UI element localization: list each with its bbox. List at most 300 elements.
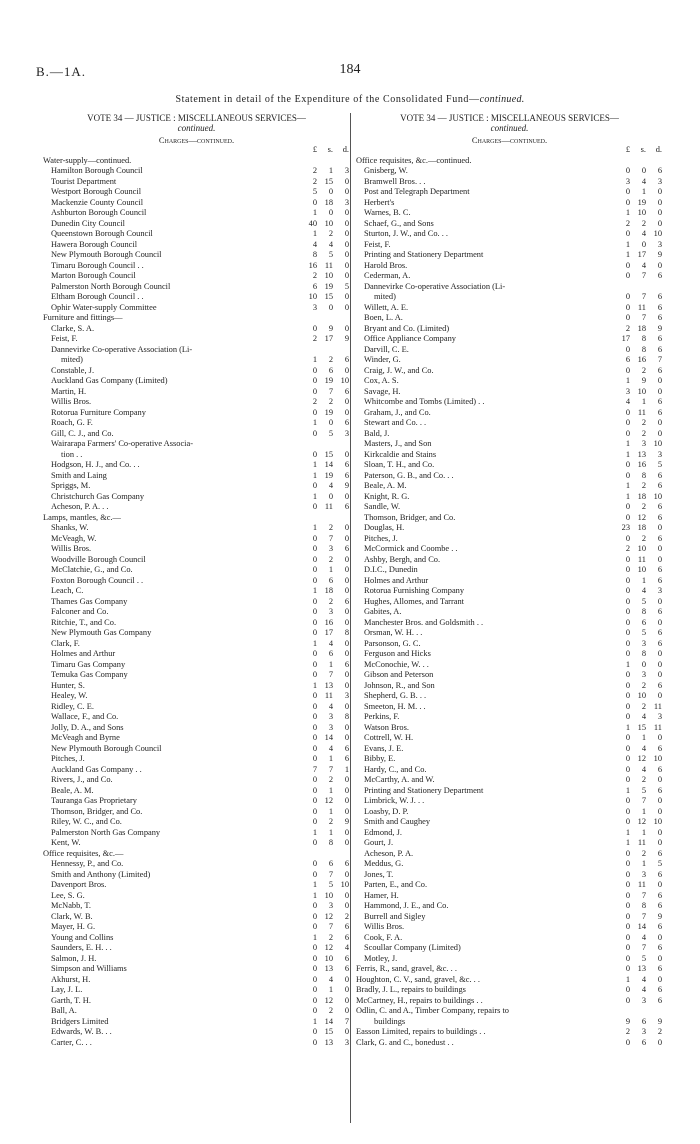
table-row <box>43 922 350 933</box>
payee-label: Constable, J. <box>51 365 95 375</box>
payee-label: Saunders, E. H. . . <box>51 943 112 952</box>
pounds-amount: 0 <box>625 229 630 238</box>
shillings-amount: 5 <box>328 880 333 889</box>
pounds-amount: 0 <box>312 533 317 543</box>
payee-label: Hennessy, P., and Co. <box>51 859 124 868</box>
shillings-amount: 15 <box>324 449 333 459</box>
payee-label: Edwards, W. B. . . <box>51 1027 112 1036</box>
shillings-amount: 10 <box>324 218 333 228</box>
pence-amount: 9 <box>657 250 662 259</box>
payee-label: Westport Borough Council <box>51 187 142 196</box>
payee-label: Edmond, J. <box>364 827 402 837</box>
shillings-amount: 13 <box>637 449 646 459</box>
pounds-amount: 0 <box>312 565 317 574</box>
table-row <box>356 198 663 209</box>
shillings-amount: 2 <box>328 554 333 564</box>
shillings-header: s. <box>640 145 646 154</box>
pounds-amount: 0 <box>312 670 317 679</box>
payee-label: New Plymouth Gas Company <box>51 628 152 637</box>
shillings-amount: 3 <box>641 670 646 679</box>
shillings-amount: 1 <box>328 785 333 795</box>
payee-label: Holmes and Arthur <box>364 575 429 585</box>
pounds-amount: 0 <box>625 586 630 595</box>
pounds-amount: 0 <box>312 796 317 805</box>
table-row <box>356 859 663 870</box>
payee-label: Gill, C. J., and Co. <box>51 428 114 438</box>
table-row <box>43 1017 350 1028</box>
table-row <box>356 408 663 419</box>
payee-label: Graham, J., and Co. <box>364 407 431 417</box>
table-row <box>43 786 350 797</box>
shillings-amount: 14 <box>324 1016 333 1026</box>
pounds-amount: 1 <box>312 229 317 238</box>
shillings-amount: 7 <box>641 271 646 280</box>
pounds-amount: 3 <box>312 302 317 312</box>
table-row <box>43 649 350 660</box>
payee-label: New Plymouth Borough Council <box>51 743 162 753</box>
table-row <box>43 502 350 513</box>
table-row <box>43 807 350 818</box>
shillings-amount: 2 <box>328 355 333 364</box>
pence-amount: 11 <box>653 701 662 711</box>
payee-label: Lay, J. L. <box>51 985 83 994</box>
shillings-amount: 7 <box>641 796 646 805</box>
table-row <box>356 334 663 345</box>
pence-amount: 6 <box>657 565 662 574</box>
payee-label: Willett, A. E. <box>364 302 409 312</box>
pounds-amount: 0 <box>625 922 630 931</box>
pence-amount: 0 <box>344 827 349 837</box>
pence-amount: 6 <box>344 470 349 480</box>
pounds-amount: 0 <box>312 617 317 627</box>
table-row <box>43 702 350 713</box>
pounds-amount: 0 <box>625 596 630 606</box>
pence-amount: 6 <box>344 355 349 364</box>
shillings-amount: 4 <box>641 176 646 186</box>
payee-label: Holmes and Arthur <box>51 649 116 658</box>
shillings-amount: 15 <box>324 1027 333 1036</box>
pounds-amount: 0 <box>625 670 630 679</box>
payee-label: Wallace, F., and Co. <box>51 712 119 721</box>
pounds-amount: 0 <box>312 995 317 1005</box>
payee-label: Ashby, Bergh, and Co. <box>364 554 441 564</box>
table-row <box>356 450 663 461</box>
table-row <box>43 450 350 461</box>
table-row <box>356 964 663 975</box>
payee-label: Post and Telegraph Department <box>364 187 470 196</box>
pounds-amount: 1 <box>312 208 317 217</box>
pence-amount: 10 <box>653 817 662 826</box>
pounds-amount: 0 <box>625 869 630 879</box>
table-row <box>43 292 350 303</box>
pounds-amount: 0 <box>625 407 630 417</box>
pence-amount: 6 <box>657 575 662 585</box>
pence-amount: 9 <box>657 323 662 333</box>
shillings-amount: 11 <box>324 502 333 511</box>
payee-label: Gabites, A. <box>364 607 402 616</box>
pence-amount: 0 <box>657 218 662 228</box>
pounds-amount: 0 <box>312 701 317 711</box>
shillings-amount: 12 <box>324 995 333 1005</box>
table-row <box>43 555 350 566</box>
payee-label: Jolly, D. A., and Sons <box>51 722 124 732</box>
table-row <box>356 345 663 356</box>
shillings-amount: 15 <box>637 722 646 732</box>
table-row <box>43 618 350 629</box>
pence-amount: 0 <box>344 617 349 627</box>
pounds-amount: 0 <box>312 428 317 438</box>
pounds-amount: 0 <box>312 712 317 721</box>
shillings-amount: 4 <box>328 701 333 711</box>
payee-label: Tourist Department <box>51 176 117 186</box>
pence-amount: 0 <box>657 775 662 784</box>
pence-amount: 6 <box>657 995 662 1005</box>
pounds-amount: 2 <box>312 334 317 343</box>
pence-amount: 10 <box>653 439 662 448</box>
pounds-amount: 1 <box>625 439 630 448</box>
pence-amount: 6 <box>344 418 349 427</box>
shillings-amount: 1 <box>641 733 646 742</box>
table-row <box>356 775 663 786</box>
payee-label: Hughes, Allomes, and Tarrant <box>364 596 464 606</box>
pounds-amount: 5 <box>312 187 317 196</box>
pounds-amount: 1 <box>312 355 317 364</box>
table-row <box>356 733 663 744</box>
shillings-amount: 11 <box>637 880 646 889</box>
pence-amount: 0 <box>344 1006 349 1015</box>
table-row <box>43 975 350 986</box>
shillings-amount: 2 <box>328 229 333 238</box>
table-row <box>43 765 350 776</box>
payee-label: Willis Bros. <box>51 397 92 406</box>
table-row <box>356 723 663 734</box>
payee-label: Douglas, H. <box>364 523 405 532</box>
pounds-amount: 0 <box>625 880 630 889</box>
shillings-amount: 2 <box>641 848 646 858</box>
shillings-amount: 14 <box>637 922 646 931</box>
payee-label: Mackenzie County Council <box>51 197 144 207</box>
pounds-amount: 1 <box>625 974 630 984</box>
pounds-amount: 0 <box>312 869 317 879</box>
pence-amount: 0 <box>657 376 662 385</box>
left-column <box>43 113 350 1048</box>
pence-amount: 6 <box>657 166 662 175</box>
pounds-amount: 0 <box>625 680 630 690</box>
table-row <box>356 996 663 1007</box>
vote-heading: VOTE 34 — JUSTICE : MISCELLANEOUS SERVICES— <box>400 113 619 123</box>
table-row <box>43 429 350 440</box>
pounds-amount: 10 <box>308 292 317 301</box>
payee-label: Jones, T. <box>364 869 394 879</box>
table-row <box>43 460 350 471</box>
shillings-amount: 4 <box>641 985 646 994</box>
pounds-amount: 0 <box>625 733 630 742</box>
vote-heading-continued: continued. <box>177 123 216 133</box>
pounds-amount: 0 <box>312 449 317 459</box>
payee-label: Beale, A. M. <box>51 785 94 795</box>
shillings-amount: 10 <box>637 565 646 574</box>
pence-amount: 6 <box>657 470 662 480</box>
shillings-amount: 3 <box>328 722 333 732</box>
shillings-amount: 17 <box>637 250 646 259</box>
pounds-amount: 6 <box>312 281 317 291</box>
pounds-amount: 0 <box>625 418 630 427</box>
pence-amount: 2 <box>657 1027 662 1036</box>
table-row <box>43 870 350 881</box>
table-row <box>356 523 663 534</box>
shillings-amount: 5 <box>328 428 333 438</box>
pounds-amount: 0 <box>625 859 630 868</box>
payee-label: Perkins, F. <box>364 712 400 721</box>
pence-amount: 6 <box>657 344 662 354</box>
pounds-amount: 0 <box>312 953 317 963</box>
table-row <box>43 576 350 587</box>
pounds-header: £ <box>312 145 317 154</box>
table-row <box>43 901 350 912</box>
payee-label: Sloan, T. H., and Co. <box>364 460 435 469</box>
payee-label: Garth, T. H. <box>51 995 91 1005</box>
table-row <box>43 334 350 345</box>
table-row <box>43 880 350 891</box>
payee-label: Whitcombe and Tombs (Limited) . . <box>364 397 485 406</box>
pence-amount: 0 <box>344 649 349 658</box>
table-row <box>356 702 663 713</box>
payee-label: Mayer, H. G. <box>51 922 96 931</box>
payee-label: Woodville Borough Council <box>51 554 146 564</box>
shillings-amount: 16 <box>637 460 646 469</box>
table-row <box>43 261 350 272</box>
pence-amount: 6 <box>344 596 349 606</box>
pence-amount: 0 <box>344 292 349 301</box>
table-row <box>43 796 350 807</box>
table-row <box>356 219 663 230</box>
pounds-amount: 0 <box>625 953 630 963</box>
table-row <box>43 366 350 377</box>
table-row <box>43 376 350 387</box>
pounds-amount: 1 <box>625 208 630 217</box>
table-row <box>356 534 663 545</box>
pounds-amount: 0 <box>312 407 317 417</box>
table-row <box>43 397 350 408</box>
shillings-amount: 1 <box>641 575 646 585</box>
table-row <box>43 282 350 293</box>
pence-amount: 0 <box>344 250 349 259</box>
table-row <box>356 912 663 923</box>
pence-amount: 0 <box>344 208 349 217</box>
shillings-amount: 19 <box>324 407 333 417</box>
table-row <box>43 660 350 671</box>
pounds-amount: 0 <box>312 628 317 637</box>
payee-label: Cox, A. S. <box>364 376 399 385</box>
table-row <box>43 681 350 692</box>
pence-amount: 9 <box>344 817 349 826</box>
table-row <box>356 943 663 954</box>
payee-label: Smith and Caughey <box>364 817 431 826</box>
pounds-amount: 0 <box>312 1006 317 1015</box>
shillings-amount: 2 <box>328 932 333 942</box>
shillings-amount: 6 <box>328 649 333 658</box>
table-row <box>356 586 663 597</box>
shillings-amount: 3 <box>641 995 646 1005</box>
payee-label: Sturton, J. W., and Co. . . <box>364 229 448 238</box>
pence-amount: 6 <box>657 628 662 637</box>
table-row <box>43 723 350 734</box>
table-row <box>356 807 663 818</box>
payee-label: Smith and Laing <box>51 470 107 480</box>
pence-amount: 0 <box>657 670 662 679</box>
pence-amount: 3 <box>344 166 349 175</box>
pence-amount: 6 <box>344 953 349 963</box>
table-row <box>356 618 663 629</box>
document-reference: B.—1A. <box>36 64 87 79</box>
pounds-amount: 0 <box>312 817 317 826</box>
payee-label: Pitches, J. <box>51 754 85 763</box>
shillings-amount: 13 <box>324 680 333 690</box>
shillings-amount: 2 <box>328 523 333 532</box>
payee-label: Davenport Bros. <box>51 880 107 889</box>
payee-label: Office Appliance Company <box>364 334 456 343</box>
shillings-amount: 3 <box>641 439 646 448</box>
table-row <box>356 460 663 471</box>
table-row <box>43 933 350 944</box>
pence-amount: 5 <box>657 460 662 469</box>
pounds-amount: 0 <box>312 922 317 931</box>
table-row <box>356 303 663 314</box>
shillings-amount: 14 <box>324 460 333 469</box>
shillings-amount: 6 <box>328 859 333 868</box>
pence-amount: 0 <box>657 838 662 847</box>
payee-label: Temuka Gas Company <box>51 670 128 679</box>
pounds-amount: 0 <box>625 628 630 637</box>
table-row <box>43 670 350 681</box>
pence-amount: 0 <box>344 974 349 984</box>
table-row <box>356 208 663 219</box>
pence-amount: 6 <box>657 964 662 973</box>
table-row <box>356 849 663 860</box>
pence-amount: 0 <box>657 523 662 532</box>
payee-label: Paterson, G. B., and Co. . . <box>364 470 454 480</box>
pounds-amount: 0 <box>625 533 630 543</box>
pounds-amount: 0 <box>625 512 630 522</box>
expenditure-list <box>43 156 350 1049</box>
pounds-amount: 0 <box>625 890 630 900</box>
shillings-amount: 5 <box>328 250 333 259</box>
table-row <box>356 471 663 482</box>
shillings-amount: 1 <box>641 827 646 837</box>
pounds-amount: 0 <box>625 502 630 511</box>
pence-amount: 0 <box>657 554 662 564</box>
payee-label: Dunedin City Council <box>51 218 125 228</box>
pence-amount: 6 <box>344 859 349 868</box>
shillings-amount: 1 <box>328 827 333 837</box>
payee-label: Parten, E., and Co. <box>364 880 428 889</box>
pounds-amount: 1 <box>625 481 630 490</box>
payee-label: Masters, J., and Son <box>364 439 432 448</box>
table-row <box>43 754 350 765</box>
pence-amount: 0 <box>657 659 662 669</box>
pence-amount: 6 <box>657 869 662 879</box>
shillings-amount: 2 <box>328 1006 333 1015</box>
table-row <box>43 712 350 723</box>
shillings-amount: 18 <box>637 491 646 501</box>
payee-label: Foxton Borough Council . . <box>51 575 144 585</box>
payee-label: mited) <box>374 292 396 301</box>
table-row <box>43 439 350 450</box>
shillings-amount: 19 <box>324 470 333 480</box>
table-row <box>356 597 663 608</box>
table-row <box>43 534 350 545</box>
pence-amount: 10 <box>340 376 349 385</box>
table-row <box>356 1027 663 1038</box>
shillings-amount: 6 <box>641 1016 646 1026</box>
pounds-amount: 0 <box>312 575 317 585</box>
shillings-amount: 2 <box>641 775 646 784</box>
pounds-amount: 0 <box>625 901 630 910</box>
table-row <box>43 996 350 1007</box>
pounds-amount: 0 <box>625 806 630 816</box>
shillings-amount: 11 <box>637 407 646 417</box>
pence-amount: 0 <box>657 1037 662 1047</box>
payee-label: Hodgson, H. J., and Co. . . <box>51 460 140 469</box>
pence-amount: 0 <box>657 596 662 606</box>
payee-label: Motley, J. <box>364 953 398 963</box>
table-row <box>43 355 350 366</box>
payee-label: Water-supply—continued. <box>43 155 132 165</box>
table-row <box>43 565 350 576</box>
pence-amount: 3 <box>657 239 662 249</box>
shillings-amount: 0 <box>328 418 333 427</box>
pounds-amount: 0 <box>625 575 630 585</box>
shillings-amount: 1 <box>641 187 646 196</box>
shillings-amount: 8 <box>641 344 646 354</box>
shillings-amount: 2 <box>328 817 333 826</box>
payee-label: Office requisites, &c.— <box>43 848 124 858</box>
pounds-amount: 0 <box>625 712 630 721</box>
pounds-amount: 0 <box>625 964 630 973</box>
shillings-amount: 12 <box>324 943 333 952</box>
pounds-amount: 0 <box>312 964 317 973</box>
payee-label: New Plymouth Borough Council <box>51 250 162 259</box>
pounds-amount: 0 <box>312 943 317 952</box>
table-row <box>43 166 350 177</box>
table-row <box>43 250 350 261</box>
payee-label: Bridgers Limited <box>51 1016 109 1026</box>
shillings-amount: 1 <box>641 397 646 406</box>
pence-amount: 0 <box>344 323 349 333</box>
pounds-amount: 0 <box>312 754 317 763</box>
payee-label: Craig, J. W., and Co. <box>364 365 434 375</box>
shillings-amount: 8 <box>328 838 333 847</box>
table-row <box>356 765 663 776</box>
shillings-amount: 3 <box>328 607 333 616</box>
payee-label: Leach, C. <box>51 586 84 595</box>
payee-label: Hawera Borough Council <box>51 239 138 249</box>
pounds-amount: 0 <box>625 565 630 574</box>
payee-label: Young and Collins <box>51 932 114 942</box>
pounds-amount: 0 <box>312 323 317 333</box>
pounds-amount: 1 <box>312 827 317 837</box>
payee-label: Clark, W. B. <box>51 911 93 921</box>
shillings-amount: 4 <box>641 764 646 774</box>
pence-amount: 0 <box>344 586 349 595</box>
shillings-amount: 2 <box>641 365 646 375</box>
pounds-amount: 0 <box>625 344 630 354</box>
shillings-amount: 3 <box>641 869 646 879</box>
payee-label: Winder, G. <box>364 355 401 364</box>
payee-label: Ferris, R., sand, gravel, &c. . . <box>356 964 457 973</box>
payee-label: Parsonson, G. C. <box>364 638 421 648</box>
shillings-amount: 11 <box>324 691 333 700</box>
